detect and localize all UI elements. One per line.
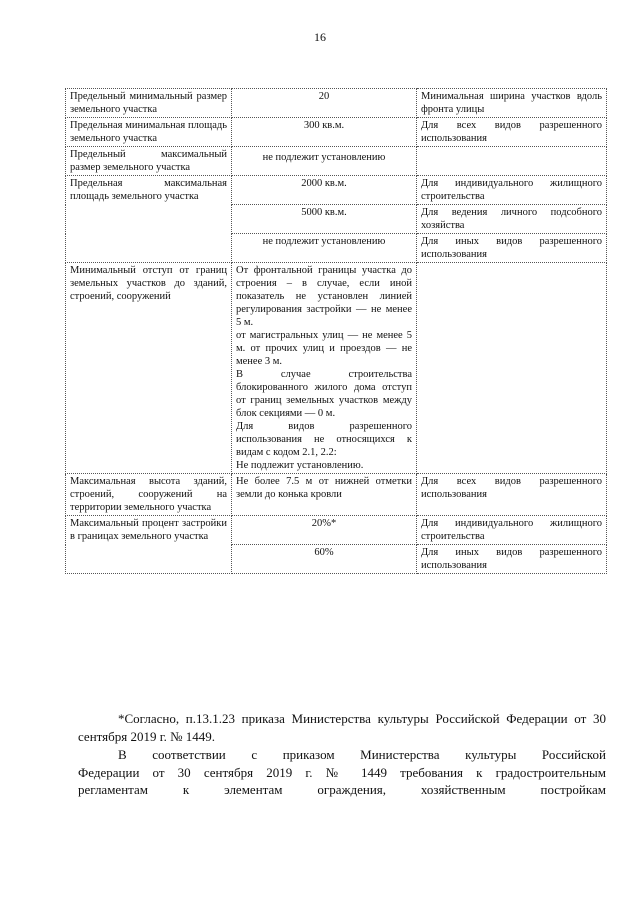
footnote: *Согласно, п.13.1.23 приказа Министерства культуры Российской Федерации от 30 сентября 2019 г. № 1449. <box>78 711 606 744</box>
note-cell: Для всех видов разрешенного использования <box>417 474 607 516</box>
table-row <box>66 474 607 516</box>
value-cell: Не более 7.5 м от нижней отметки земли до конька кровли <box>232 474 417 516</box>
setback-text: От фронтальной границы участка до строения – в случае, если иной показатель не установлен линией регулирования застройки — не менее 5 м. <box>236 265 412 328</box>
param-cell: Предельный максимальный размер земельного участка <box>66 147 232 176</box>
param-cell: Предельный минимальный размер земельного участка <box>66 89 232 118</box>
note-cell: Для ведения личного подсобного хозяйства <box>417 205 607 234</box>
param-cell: Максимальный процент застройки в границах земельного участка <box>66 516 232 574</box>
body-paragraph <box>78 746 606 799</box>
paragraph-line: регламентам к элементам ограждения, хозяйственным постройкам <box>78 782 606 797</box>
setback-text: от магистральных улиц — не менее 5 м. от прочих улиц и проездов — не менее 3 м. <box>236 330 412 367</box>
table-row <box>66 118 607 147</box>
value-cell: не подлежит установлению <box>232 234 417 263</box>
note-cell <box>417 263 607 474</box>
setback-text: В случае строительства блокированного жилого дома отступ от границ земельных участков между блок секциями — 0 м. <box>236 369 412 419</box>
note-cell: Для иных видов разрешенного использования <box>417 545 607 574</box>
value-cell: 20 <box>232 89 417 118</box>
note-cell <box>417 147 607 176</box>
value-cell <box>232 263 417 474</box>
param-cell: Минимальный отступ от границ земельных участков до зданий, строений, сооружений <box>66 263 232 474</box>
parameters-table <box>65 88 607 574</box>
value-cell: 2000 кв.м. <box>232 176 417 205</box>
table-row <box>66 89 607 118</box>
value-cell: 20%* <box>232 516 417 545</box>
paragraph-line: Федерации от 30 сентября 2019 г. № 1449 требования к градостроительным <box>78 764 606 780</box>
value-cell: не подлежит установлению <box>232 147 417 176</box>
paragraph-line: В соответствии с приказом Министерства культуры Российской <box>118 747 606 762</box>
param-cell: Предельная максимальная площадь земельного участка <box>66 176 232 263</box>
param-cell: Предельная минимальная площадь земельного участка <box>66 118 232 147</box>
note-cell: Для индивидуального жилищного строительства <box>417 516 607 545</box>
note-cell: Для индивидуального жилищного строительства <box>417 176 607 205</box>
table-row <box>66 263 607 474</box>
setback-text: Не подлежит установлению. <box>236 460 364 471</box>
param-cell: Максимальная высота зданий, строений, сооружений на территории земельного участка <box>66 474 232 516</box>
page-number: 16 <box>314 30 326 44</box>
setback-text: Для видов разрешенного использования не относящихся к видам с кодом 2.1, 2.2: <box>236 421 412 458</box>
table-row <box>66 176 607 205</box>
value-cell: 5000 кв.м. <box>232 205 417 234</box>
value-cell: 300 кв.м. <box>232 118 417 147</box>
table-row <box>66 516 607 545</box>
note-cell: Для иных видов разрешенного использования <box>417 234 607 263</box>
note-cell: Минимальная ширина участков вдоль фронта улицы <box>417 89 607 118</box>
note-cell: Для всех видов разрешенного использования <box>417 118 607 147</box>
value-cell: 60% <box>232 545 417 574</box>
table-row <box>66 147 607 176</box>
